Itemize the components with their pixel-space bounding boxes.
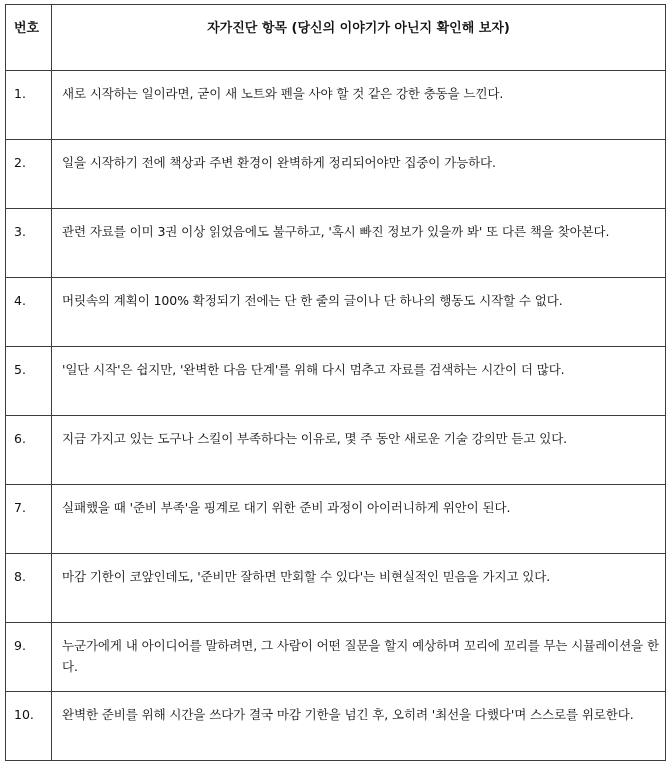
row-text: 관련 자료를 이미 3권 이상 읽었음에도 불구하고, '혹시 빠진 정보가 있을까 봐' 또 다른 책을 찾아본다. bbox=[52, 209, 666, 278]
row-number: 9. bbox=[6, 623, 52, 692]
header-item: 자가진단 항목 (당신의 이야기가 아닌지 확인해 보자) bbox=[52, 5, 666, 71]
row-number: 8. bbox=[6, 554, 52, 623]
row-number: 4. bbox=[6, 278, 52, 347]
table-header bbox=[6, 5, 666, 71]
table-body bbox=[6, 71, 666, 761]
row-text: 머릿속의 계획이 100% 확정되기 전에는 단 한 줄의 글이나 단 하나의 행동도 시작할 수 없다. bbox=[52, 278, 666, 347]
row-text: 일을 시작하기 전에 책상과 주변 환경이 완벽하게 정리되어야만 집중이 가능하다. bbox=[52, 140, 666, 209]
table-row bbox=[6, 278, 666, 347]
row-text: 실패했을 때 '준비 부족'을 핑계로 대기 위한 준비 과정이 아이러니하게 위안이 된다. bbox=[52, 485, 666, 554]
row-number: 1. bbox=[6, 71, 52, 140]
self-diagnosis-table bbox=[5, 4, 666, 761]
row-number: 10. bbox=[6, 692, 52, 761]
header-row bbox=[6, 5, 666, 71]
table-row bbox=[6, 347, 666, 416]
table-row bbox=[6, 692, 666, 761]
table-row bbox=[6, 416, 666, 485]
table-row bbox=[6, 209, 666, 278]
row-number: 3. bbox=[6, 209, 52, 278]
row-text: 누군가에게 내 아이디어를 말하려면, 그 사람이 어떤 질문을 할지 예상하며 꼬리에 꼬리를 무는 시뮬레이션을 한다. bbox=[52, 623, 666, 692]
row-text: '일단 시작'은 쉽지만, '완벽한 다음 단계'를 위해 다시 멈추고 자료를 검색하는 시간이 더 많다. bbox=[52, 347, 666, 416]
table-row bbox=[6, 485, 666, 554]
row-text: 새로 시작하는 일이라면, 굳이 새 노트와 펜을 사야 할 것 같은 강한 충동을 느낀다. bbox=[52, 71, 666, 140]
row-text: 완벽한 준비를 위해 시간을 쓰다가 결국 마감 기한을 넘긴 후, 오히려 '최선을 다했다'며 스스로를 위로한다. bbox=[52, 692, 666, 761]
row-number: 6. bbox=[6, 416, 52, 485]
row-text: 지금 가지고 있는 도구나 스킬이 부족하다는 이유로, 몇 주 동안 새로운 기술 강의만 듣고 있다. bbox=[52, 416, 666, 485]
table-row bbox=[6, 140, 666, 209]
row-text: 마감 기한이 코앞인데도, '준비만 잘하면 만회할 수 있다'는 비현실적인 믿음을 가지고 있다. bbox=[52, 554, 666, 623]
table-row bbox=[6, 71, 666, 140]
header-number: 번호 bbox=[6, 5, 52, 71]
row-number: 2. bbox=[6, 140, 52, 209]
table-row bbox=[6, 623, 666, 692]
row-number: 7. bbox=[6, 485, 52, 554]
row-number: 5. bbox=[6, 347, 52, 416]
table-row bbox=[6, 554, 666, 623]
